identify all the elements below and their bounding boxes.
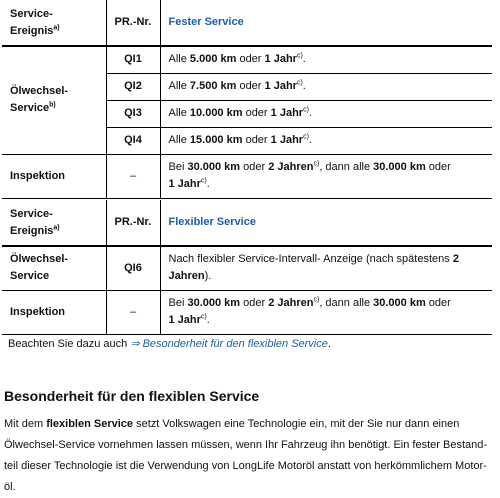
interval-cell: Nach flexibler Service-Intervall- Anzeige (nach spätestens 2 Jahren). [160,246,492,290]
pr-nr-cell: QI1 [106,46,160,73]
cross-reference-link[interactable]: ⇒ Besonderheit für den flexiblen Service [130,338,328,350]
fixed-header-title: Fester Service [160,0,492,46]
flexible-inspection-label: Inspektion [2,290,106,334]
flexible-service-table [2,200,492,335]
table-row [2,246,492,290]
fixed-header-ereignis: Service- Ereignis$^{a)}$ [2,0,106,46]
flexible-header-ereignis: Service- Ereignis$^{a)}$ [2,200,106,246]
flexible-header-row [2,200,492,246]
fixed-inspection-label: Inspektion [2,154,106,198]
section-title: Besonderheit für den flexiblen Service [4,388,260,404]
interval-cell: Alle 7.500 km oder 1 Jahr$^{c)}$. [160,73,492,100]
pr-nr-cell: – [106,290,160,334]
section-paragraph: Mit dem flexiblen Service setzt Volkswagen eine Technologie ein, mit der Sie nur dann einen Ölwechsel-Service vornehmen lassen müssen, wenn Ihr Fahrzeug ihn benötigt. Ein fester Bestandteil dieser Technologie ist die Verwendung von LongLife Motoröl anstatt von herkömmlichem Motoröl. [4,418,488,493]
flexible-oil-label: Ölwechsel- Service [2,246,106,290]
cross-reference-note: Beachten Sie dazu auch ⇒ Besonderheit für den flexiblen Service. [8,338,331,350]
flexible-header-nr: PR.-Nr. [106,200,160,246]
pr-nr-cell: QI6 [106,246,160,290]
table-row [2,290,492,334]
interval-cell: Bei 30.000 km oder 2 Jahren$^{c)}$, dann alle 30.000 km oder 1 Jahr$^{c)}$. [160,290,492,334]
table-row [2,46,492,73]
fixed-header-row [2,0,492,46]
fixed-header-nr: PR.-Nr. [106,0,160,46]
arrow-right-icon: ⇒ [130,338,140,350]
interval-cell: Alle 5.000 km oder 1 Jahr$^{c)}$. [160,46,492,73]
pr-nr-cell: – [106,154,160,198]
fixed-service-table [2,0,492,199]
interval-cell: Alle 15.000 km oder 1 Jahr$^{c)}$. [160,127,492,154]
flexible-header-title: Flexibler Service [160,200,492,246]
pr-nr-cell: QI4 [106,127,160,154]
interval-cell: Alle 10.000 km oder 1 Jahr$^{c)}$. [160,100,492,127]
pr-nr-cell: QI2 [106,73,160,100]
interval-cell: Bei 30.000 km oder 2 Jahren$^{c)}$, dann alle 30.000 km oder 1 Jahr$^{c)}$. [160,154,492,198]
table-row [2,154,492,198]
fixed-oil-label: Ölwechsel- Service$^{b)}$ [2,46,106,154]
pr-nr-cell: QI3 [106,100,160,127]
